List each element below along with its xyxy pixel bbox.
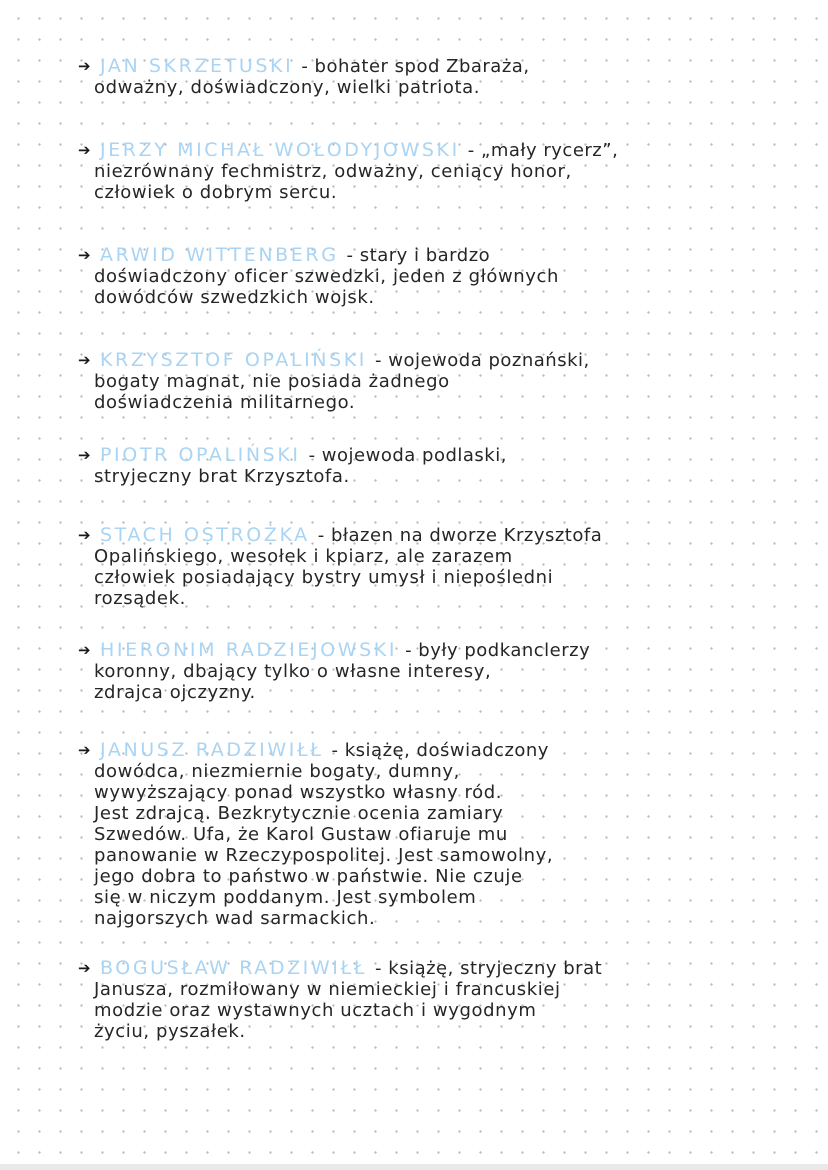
arrow-right-icon: ➔ [78, 741, 92, 759]
arrow-right-icon: ➔ [78, 141, 92, 159]
character-entry [78, 640, 590, 703]
entry-heading-line [78, 525, 602, 546]
description-line: doświadczenia militarnego. [94, 392, 356, 413]
character-entry [78, 958, 602, 1042]
character-name: JAN SKRZETUSKI [100, 55, 294, 77]
entry-heading-line [78, 350, 590, 371]
arrow-right-icon: ➔ [78, 959, 92, 977]
character-entry [78, 140, 618, 203]
description-line: bogaty magnat, nie posiada żadnego [94, 371, 450, 392]
character-entry [78, 56, 530, 98]
description-line: niezrównany fechmistrz, odważny, ceniący honor, [94, 161, 572, 182]
entry-heading-line [78, 56, 530, 77]
character-name: JERZY MICHAŁ WOŁODYJOWSKI [100, 139, 460, 161]
entry-heading-line [78, 958, 602, 979]
description-line: Opalińskiego, wesołek i kpiarz, ale zarazem [94, 546, 513, 567]
description-line: dowódca, niezmiernie bogaty, dumny, [94, 761, 460, 782]
description-line: Janusza, rozmiłowany w niemieckiej i francuskiej [94, 979, 561, 1000]
description-line: stryjeczny brat Krzysztofa. [94, 466, 350, 487]
character-name: JANUSZ RADZIWIŁŁ [100, 739, 324, 761]
description-line: najgorszych wad sarmackich. [94, 908, 376, 929]
arrow-right-icon: ➔ [78, 526, 92, 544]
arrow-right-icon: ➔ [78, 351, 92, 369]
character-entry [78, 740, 553, 929]
entry-heading-line [78, 245, 559, 266]
arrow-right-icon: ➔ [78, 641, 92, 659]
description-line: modzie oraz wystawnych ucztach i wygodnym [94, 1000, 537, 1021]
description-line: zdrajca ojczyzny. [94, 682, 256, 703]
description-line: panowanie w Rzeczypospolitej. Jest samowolny, [94, 845, 554, 866]
character-description: - „mały rycerz”, [467, 140, 619, 161]
character-description: - były podkanclerzy [405, 640, 591, 661]
character-description: - książę, doświadczony [331, 740, 549, 761]
character-description: - wojewoda poznański, [375, 350, 590, 371]
arrow-right-icon: ➔ [78, 446, 92, 464]
character-name: BOGUSŁAW RADZIWIŁŁ [100, 957, 368, 979]
description-line: się w niczym poddanym. Jest symbolem [94, 887, 477, 908]
character-name: ARWID WITTENBERG [100, 244, 339, 266]
description-line: człowiek o dobrym sercu. [94, 182, 338, 203]
arrow-right-icon: ➔ [78, 57, 92, 75]
arrow-right-icon: ➔ [78, 246, 92, 264]
description-line: odważny, doświadczony, wielki patriota. [94, 77, 481, 98]
description-line: Jest zdrajcą. Bezkrytycznie ocenia zamiary [94, 803, 504, 824]
entry-heading-line [78, 640, 590, 661]
character-name: STACH OSTROŻKA [100, 524, 310, 546]
description-line: doświadczony oficer szwedzki, jeden z głównych [94, 266, 560, 287]
character-name: KRZYSZTOF OPALIŃSKI [100, 349, 368, 371]
description-line: rozsądek. [94, 588, 186, 609]
character-entry [78, 350, 590, 413]
description-line: życiu, pyszałek. [94, 1021, 246, 1042]
character-description: - błazen na dworze Krzysztofa [317, 525, 603, 546]
character-description: - wojewoda podlaski, [308, 445, 507, 466]
description-line: dowódców szwedzkich wojsk. [94, 287, 375, 308]
character-description: - książę, stryjeczny brat [375, 958, 603, 979]
entry-heading-line [78, 140, 618, 161]
character-name: PIOTR OPALIŃSKI [100, 444, 301, 466]
character-description: - bohater spod Zbaraża, [301, 56, 530, 77]
description-line: człowiek posiadający bystry umysł i niepośledni [94, 567, 554, 588]
entry-heading-line [78, 740, 553, 761]
page-bottom-edge [0, 1164, 828, 1170]
character-entry [78, 445, 507, 487]
character-entry [78, 525, 602, 609]
character-entry [78, 245, 559, 308]
character-description: - stary i bardzo [346, 245, 491, 266]
description-line: jego dobra to państwo w państwie. Nie czuje [94, 866, 523, 887]
description-line: Szwedów. Ufa, że Karol Gustaw ofiaruje mu [94, 824, 508, 845]
character-name: HIERONIM RADZIEJOWSKI [100, 639, 398, 661]
description-line: wywyższający ponad wszystko własny ród. [94, 782, 503, 803]
description-line: koronny, dbający tylko o własne interesy, [94, 661, 492, 682]
entry-heading-line [78, 445, 507, 466]
